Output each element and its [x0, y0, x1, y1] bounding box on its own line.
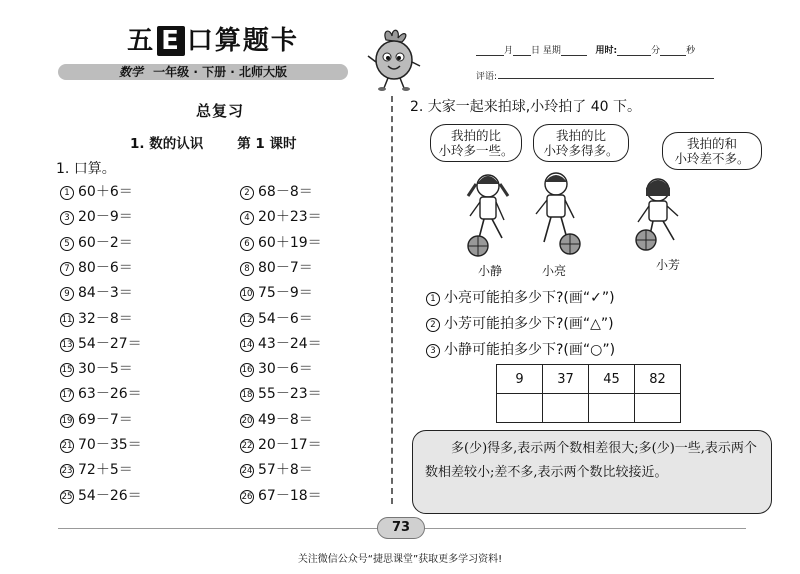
q1-problem-19 [60, 409, 133, 429]
boy-xiaoliang-icon [536, 173, 580, 254]
q1-problem-17 [60, 383, 142, 403]
circled-number-6: 6 [240, 237, 254, 251]
section-title: 总复习 [196, 102, 245, 120]
bubble-3-line-2: 小玲差不多。 [674, 151, 750, 166]
circled-number-22: 22 [241, 441, 253, 451]
q1-problem-2 [240, 181, 313, 201]
name-xiaoliang: 小亮 [542, 264, 567, 278]
q1-problem-text: 43－24＝ [258, 335, 322, 352]
q2-sub-question-3-text: 小静可能拍多少下?(画“○”) [444, 342, 616, 358]
weekday-blank[interactable] [561, 47, 587, 56]
title-left: 五 [127, 26, 156, 56]
q1-problem-20 [240, 409, 313, 429]
q1-problem-4 [240, 206, 322, 226]
title-right: 口算题卡 [186, 26, 299, 56]
circled-number-3: 3 [60, 211, 74, 225]
q1-problem-text: 30－5＝ [78, 361, 133, 378]
seconds-label: 秒 [686, 46, 696, 56]
date-line [476, 43, 695, 56]
circled-number-18: 18 [241, 390, 253, 401]
q1-problem-text: 55－23＝ [258, 386, 322, 403]
eval-blank[interactable] [498, 78, 714, 79]
bubble-1-line-2: 小玲多一些。 [438, 143, 514, 158]
speech-bubble-2 [533, 124, 629, 162]
bubble-3-line-1: 我拍的和 [686, 136, 737, 151]
circled-number-9: 9 [60, 287, 74, 301]
answer-table-options-row [497, 365, 681, 394]
option-cell: 82 [635, 365, 681, 394]
mark-cell[interactable] [589, 394, 635, 423]
option-cell: 45 [589, 365, 635, 394]
month-blank[interactable] [476, 47, 504, 56]
answer-table-mark-row [497, 394, 681, 423]
circled-number-17: 17 [61, 390, 73, 401]
q1-problem-15 [60, 358, 133, 378]
lesson-number: 第 1 课时 [237, 136, 297, 152]
minutes-label: 分 [651, 46, 661, 56]
q1-problem-16 [240, 358, 313, 378]
circled-number-1: 1 [60, 186, 74, 200]
radish-mascot-icon [364, 26, 424, 92]
option-cell: 37 [543, 365, 589, 394]
q1-problem-text: 63－26＝ [78, 386, 142, 403]
option-cell: 9 [497, 365, 543, 394]
q1-problem-23 [60, 459, 133, 479]
circled-number-16: 16 [241, 365, 253, 376]
circled-number-25: 25 [61, 491, 73, 502]
q1-problem-text: 84－3＝ [78, 285, 133, 302]
q1-problem-9 [60, 282, 133, 302]
circled-number-2: 2 [240, 186, 254, 200]
q2-label: 2. 大家一起来拍球,小玲拍了 40 下。 [410, 99, 641, 115]
q1-problem-text: 72＋5＝ [78, 462, 133, 479]
circled-number-5: 5 [60, 237, 74, 251]
unit-title: 1. 数的认识 [130, 136, 204, 152]
answer-table [496, 364, 681, 423]
circled-number-7: 7 [60, 262, 74, 276]
q2-sub-question-3 [426, 339, 615, 359]
circled-number-12: 12 [241, 314, 253, 325]
q1-problem-text: 30－6＝ [258, 361, 313, 378]
eval-label: 评语: [476, 72, 498, 82]
q1-problem-text: 20＋23＝ [258, 209, 322, 226]
title-mid: E [157, 26, 185, 56]
q1-problem-text: 60－2＝ [78, 234, 133, 251]
q1-problem-12 [240, 308, 313, 328]
minutes-blank[interactable] [617, 47, 651, 56]
q1-problem-text: 32－8＝ [78, 310, 133, 327]
column-divider [391, 96, 393, 504]
q1-problem-text: 75－9＝ [258, 285, 313, 302]
circled-number-23: 23 [61, 466, 73, 477]
q1-problem-18 [240, 383, 322, 403]
seconds-blank[interactable] [660, 47, 686, 56]
subject-label: 数学 [118, 65, 143, 79]
q1-problem-text: 68－8＝ [258, 184, 313, 200]
q1-problem-text: 80－6＝ [78, 259, 133, 276]
circled-number-24: 24 [241, 466, 253, 477]
footer-note: 关注微信公众号“捷思课堂”获取更多学习资料! [297, 554, 503, 565]
circled-number-10: 10 [241, 289, 253, 300]
mark-cell[interactable] [543, 394, 589, 423]
circled-number-8: 8 [240, 262, 254, 276]
circled-number-2: 2 [426, 318, 440, 332]
tip-box: 多(少)得多,表示两个数相差很大;多(少)一些,表示两个数相差较小;差不多,表示两个数比较接近。 [412, 430, 772, 514]
q1-problem-8 [240, 257, 313, 277]
subject-bar [58, 64, 348, 80]
q1-problem-text: 80－7＝ [258, 259, 313, 276]
q1-problem-text: 70－35＝ [78, 437, 142, 453]
circled-number-20: 20 [241, 415, 253, 426]
q1-problem-text: 60＋19＝ [258, 234, 322, 251]
q1-problem-7 [60, 257, 133, 277]
circled-number-4: 4 [240, 211, 254, 225]
day-label: 日 [531, 46, 541, 56]
month-label: 月 [504, 46, 514, 56]
q1-problem-3 [60, 206, 133, 226]
q1-problem-text: 20－9＝ [78, 209, 133, 226]
q1-problem-text: 67－18＝ [258, 487, 322, 504]
girl-xiaofang-icon [636, 179, 678, 250]
q1-problem-13 [60, 333, 142, 353]
weekday-label: 星期 [542, 46, 561, 56]
circled-number-26: 26 [241, 491, 253, 502]
day-blank[interactable] [513, 47, 531, 56]
q1-problem-25 [60, 485, 142, 505]
q2-sub-question-1-text: 小亮可能拍多少下?(画“✓”) [444, 290, 615, 306]
circled-number-11: 11 [61, 314, 73, 325]
q1-problem-text: 57＋8＝ [258, 462, 313, 479]
q2-sub-question-1 [426, 287, 615, 307]
mark-cell[interactable] [635, 394, 681, 423]
q1-problem-5 [60, 232, 133, 252]
bubble-2-line-2: 小玲多得多。 [543, 143, 619, 158]
q2-sub-question-2-text: 小芳可能拍多少下?(画“△”) [444, 316, 614, 332]
girl-xiaojing-icon [468, 175, 508, 256]
circled-number-15: 15 [61, 365, 73, 376]
q1-problem-text: 60＋6＝ [78, 184, 133, 200]
circled-number-3: 3 [426, 344, 440, 358]
q1-problem-text: 54－6＝ [258, 310, 313, 327]
q1-label: 1. 口算。 [56, 161, 116, 177]
name-xiaojing: 小静 [478, 264, 503, 278]
q1-problem-11 [60, 308, 133, 328]
bubble-2-line-1: 我拍的比 [555, 128, 606, 143]
circled-number-13: 13 [61, 339, 73, 350]
speech-bubble-1 [430, 124, 522, 162]
mark-cell[interactable] [497, 394, 543, 423]
q1-problem-26 [240, 485, 322, 505]
q1-problem-22 [240, 434, 322, 454]
q2-sub-question-2 [426, 313, 614, 333]
q1-problem-24 [240, 459, 313, 479]
circled-number-1: 1 [426, 292, 440, 306]
q1-problem-text: 54－26＝ [78, 487, 142, 504]
kids-playing-ball-illustration [430, 160, 730, 260]
q1-problem-text: 69－7＝ [78, 411, 133, 428]
q1-problem-21 [60, 434, 142, 454]
circled-number-19: 19 [61, 415, 73, 426]
page-number: 73 [377, 517, 425, 539]
time-used-label: 用时: [595, 46, 618, 56]
bubble-1-line-1: 我拍的比 [450, 128, 501, 143]
q1-problem-10 [240, 282, 313, 302]
q1-problem-text: 49－8＝ [258, 411, 313, 428]
q1-problem-text: 20－17＝ [258, 437, 322, 453]
circled-number-21: 21 [61, 441, 73, 451]
card-title [118, 20, 308, 57]
q1-problem-1 [60, 181, 133, 201]
name-xiaofang: 小芳 [656, 258, 681, 272]
q1-problem-6 [240, 232, 322, 252]
lesson-heading [130, 132, 297, 152]
edition-label: 一年级 · 下册 · 北师大版 [153, 65, 288, 79]
q1-problem-text: 54－27＝ [78, 335, 142, 352]
q1-problem-14 [240, 333, 322, 353]
circled-number-14: 14 [241, 339, 253, 350]
